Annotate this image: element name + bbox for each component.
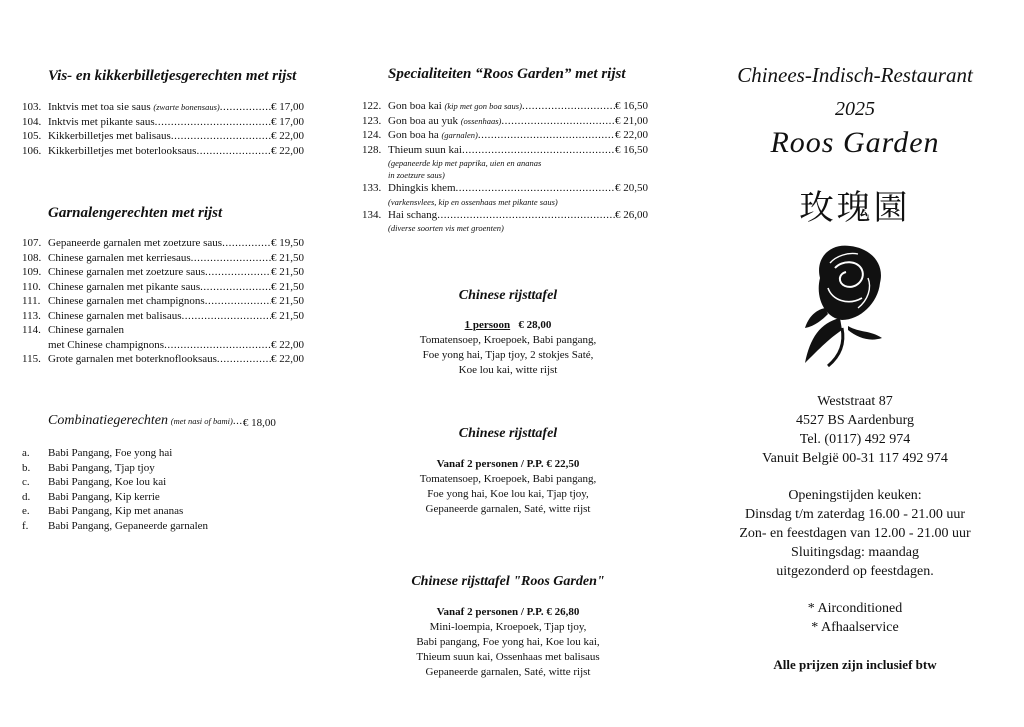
menu-item-name [48,323,124,338]
menu-item-name [48,309,182,324]
menu-item-name-text: Gon boa ha [388,129,439,141]
menu-item-name [388,128,478,143]
leader-dots [191,251,271,266]
rijsttafel-2 [362,426,654,517]
menu-item-number: 105. [22,130,42,142]
menu-item-name [48,294,205,309]
menu-item-row [362,99,648,114]
leader-dots [437,208,615,223]
leader-dots [462,143,615,158]
menu-item-description: (varkensvlees, kip en ossenhaas met pikante saus) [388,196,558,207]
phone: Tel. (0117) 492 974 [799,432,911,447]
rijsttafel-line: Thieum suun kai, Ossenhaas met balisaus [416,651,600,663]
rijsttafel-1-lines [362,333,654,378]
menu-item-name-text: Dhingkis khem [388,182,456,194]
menu-item-price: € 21,50 [271,280,304,293]
menu-item-name [388,208,437,223]
combinatie-item [22,475,304,490]
menu-item-row [22,115,304,130]
menu-item-description: (gepaneerde kip met paprika, uien en ananas [388,158,542,168]
menu-item-name-text: Gon boa au yuk [388,114,458,127]
rijsttafel-line: Gepaneerde garnalen, Saté, witte rijst [425,666,591,678]
menu-item-row [22,294,304,309]
rijsttafel-2-lines [362,472,654,517]
combinatie-item [22,461,304,476]
menu-item-row [362,143,648,158]
rijsttafel-1-price: € 28,00 [518,319,552,331]
section-title-specialiteiten: Specialiteiten “Roos Garden” met rijst [388,66,626,82]
menu-item-number: 111. [22,295,41,307]
menu-item-name-text: Kikkerbilletjes met balisaus [48,130,171,142]
rijsttafel-3 [362,574,654,680]
menu-item-name-text: Inktvis met pikante saus [48,115,155,128]
menu-item-row [22,144,304,159]
menu-item-row [362,128,648,143]
menu-item-name-text: Grote garnalen met boterknoflooksaus [48,353,217,365]
menu-item-number: 114. [22,324,41,336]
leader-dots [182,309,272,324]
hours-title: Openingstijden keuken: [788,488,922,503]
features [700,599,1010,637]
leader-dots [220,100,271,115]
combinatie-header [22,414,304,431]
feature-airco: * Airconditioned [807,601,903,616]
combinatie-text: Babi Pangang, Foe yong hai [48,447,173,459]
combinatie-price: € 18,00 [242,417,276,429]
menu-item-name [388,99,522,114]
menu-item-number: 104. [22,115,42,128]
menu-item-name [48,352,217,367]
menu-item-price: € 22,00 [271,130,304,142]
leader-dots [205,294,271,309]
rijsttafel-1-persons [362,318,654,333]
address-block [700,392,1010,468]
menu-item-row [22,338,304,353]
menu-item-price: € 16,50 [615,100,648,112]
section-title-vis: Vis- en kikkerbilletjesgerechten met rijst [48,68,297,84]
menu-item-number: 133. [362,182,382,194]
menu-item-row [22,100,304,115]
menu-item-note: (zwarte bonensaus) [153,102,220,112]
menu-item-price: € 22,00 [615,129,648,141]
menu-item-price: € 22,00 [271,144,304,157]
leader-dots [478,128,615,143]
address-city: 4527 BS Aardenburg [796,413,914,428]
menu-item-description: in zoetzure saus) [388,170,445,180]
menu-item-name [48,265,205,280]
menu-item-row [22,280,304,295]
menu-item-name [48,338,164,353]
menu-item-name [48,129,171,144]
menu-item-price: € 22,00 [271,353,304,365]
menu-item-number: 108. [22,251,42,264]
menu-item-name [48,236,222,251]
menu-item-name-text: Gon boa kai [388,100,442,112]
restaurant-name: Roos Garden [770,126,940,159]
menu-item-row [22,323,304,338]
rijsttafel-1-title: Chinese rijsttafel [458,288,558,303]
menu-item-row [22,251,304,266]
combinatie-letter: c. [22,476,30,488]
menu-item-number [22,338,48,353]
menu-item-number: 110. [22,280,41,293]
menu-item-price: € 21,50 [271,266,304,278]
leader-dots [205,265,271,280]
menu-item-number: 103. [22,101,42,113]
menu-item-number: 115. [22,353,41,365]
menu-item-price: € 21,50 [271,295,304,307]
menu-item-number: 128. [362,143,382,156]
restaurant-type: Chinees-Indisch-Restaurant [737,63,973,87]
phone-belgium: Vanuit België 00-31 117 492 974 [762,451,948,466]
menu-item-name [48,251,191,266]
hours-weekend: Zon- en feestdagen van 12.00 - 21.00 uur [739,526,971,541]
combinatie-text: Babi Pangang, Gepaneerde garnalen [48,519,209,532]
opening-hours [700,486,1010,581]
menu-item-number: 134. [362,208,382,221]
menu-item-name-text: Thieum suun kai [388,143,462,156]
menu-item-note: (kip met gon boa saus) [444,101,522,111]
vis-list [22,100,304,158]
leader-dots [501,114,615,129]
menu-item-row [362,208,648,223]
menu-item-price: € 21,50 [271,251,304,264]
feature-takeaway: * Afhaalservice [811,620,899,635]
menu-item-note: (garnalen) [441,130,478,140]
combinatie-item [22,446,304,461]
rijsttafel-1-persons-label: 1 persoon [464,319,511,331]
combinatie-text: Babi Pangang, Koe lou kai [48,476,167,488]
menu-item-name [48,280,200,295]
menu-item-row [362,181,648,196]
combinatie-text: Babi Pangang, Kip kerrie [48,490,160,503]
rijsttafel-line: Foe yong hai, Tjap tjoy, 2 stokjes Saté, [422,349,594,361]
garnalen-list [22,236,304,367]
menu-item-name-text: met Chinese champignons [48,338,165,351]
menu-item-price: € 17,00 [271,115,304,128]
menu-item-number: 124. [362,129,382,141]
menu-item-name-text: Chinese garnalen met pikante saus [48,280,201,293]
prices-note: Alle prijzen zijn inclusief btw [773,657,937,672]
leader-dots [200,280,271,295]
rijsttafel-line: Mini-loempia, Kroepoek, Tjap tjoy, [429,621,587,633]
rijsttafel-3-title: Chinese rijsttafel "Roos Garden" [411,574,605,589]
leader-dots [171,129,271,144]
combinatie-letter: f. [22,519,29,532]
menu-item-name-text: Kikkerbilletjes met boterlooksaus [48,144,197,157]
combinatie-text: Babi Pangang, Tjap tjoy [48,461,155,474]
combinatie-letter: e. [22,505,30,517]
menu-item-name-text: Chinese garnalen met champignons [48,295,205,307]
menu-item-row [22,309,304,324]
menu-item-name-text: Chinese garnalen met kerriesaus [48,251,191,264]
menu-item-price: € 22,00 [271,338,304,351]
menu-item-price: € 17,00 [271,101,304,113]
rijsttafel-3-persons: Vanaf 2 personen / P.P. € 26,80 [436,606,580,618]
specialiteiten-list [362,99,648,234]
menu-item-name [388,181,456,196]
menu-item-number: 122. [362,100,382,112]
rijsttafel-1 [362,288,654,378]
rijsttafel-2-persons: Vanaf 2 personen / P.P. € 22,50 [436,458,580,470]
closed-exception: uitgezonderd op feestdagen. [776,564,934,579]
menu-item-price: € 21,00 [615,114,648,127]
menu-item-name [388,143,462,158]
rijsttafel-2-title: Chinese rijsttafel [458,426,558,441]
leader-dots [522,99,615,114]
menu-item-row [22,129,304,144]
leader-dots [222,236,271,251]
address-street: Weststraat 87 [817,394,893,409]
rijsttafel-line: Koe lou kai, witte rijst [458,364,558,376]
menu-item-number: 107. [22,237,42,249]
combinatie-letter: b. [22,461,31,474]
combinatie-list [22,446,304,533]
combinatie-text: Babi Pangang, Kip met ananas [48,505,184,517]
menu-item-price: € 20,50 [615,182,648,194]
section-title-combinatie: Combinatiegerechten [48,413,169,428]
menu-item-name-text: Hai schang [388,208,438,221]
leader-dots [456,181,615,196]
menu-item-name [388,114,501,129]
menu-item-name-text: Inktvis met toa sie saus [48,101,151,113]
combinatie-note: (met nasi of bami) [170,416,233,426]
menu-item-row [22,352,304,367]
hours-weekdays: Dinsdag t/m zaterdag 16.00 - 21.00 uur [744,507,966,522]
menu-item-number: 113. [22,309,41,322]
menu-item-name [48,115,155,130]
combinatie-item [22,519,304,534]
menu-item-number: 109. [22,266,42,278]
menu-item-name-text: Chinese garnalen met zoetzure saus [48,266,205,278]
leader-dots [155,115,271,130]
leader-dots [196,144,271,159]
menu-item-price: € 16,50 [615,143,648,156]
combinatie-item [22,490,304,505]
section-title-garnalen: Garnalengerechten met rijst [48,205,223,221]
menu-item-note: (ossenhaas) [460,115,502,126]
combinatie-letter: d. [22,490,31,503]
menu-item-price: € 19,50 [271,237,304,249]
menu-item-row [22,236,304,251]
rijsttafel-line: Foe yong hai, Koe lou kai, Tjap tjoy, [427,488,589,500]
menu-item-number: 106. [22,144,42,157]
menu-item-description: (diverse soorten vis met groenten) [388,223,504,233]
menu-item-number: 123. [362,114,382,127]
menu-item-row [362,114,648,129]
menu-item-name-text: Gepaneerde garnalen met zoetzure saus [48,237,223,249]
rijsttafel-line: Tomatensoep, Kroepoek, Babi pangang, [419,473,597,485]
rijsttafel-line: Gepaneerde garnalen, Saté, witte rijst [425,503,591,515]
leader-dots [164,338,271,353]
combinatie-item [22,504,304,519]
menu-item-name [48,100,220,115]
combinatie-letter: a. [22,447,30,459]
rijsttafel-line: Babi pangang, Foe yong hai, Koe lou kai, [416,636,600,648]
menu-item-name [48,144,196,159]
closed-day: Sluitingsdag: maandag [791,545,919,560]
rose-icon [800,238,890,368]
menu-item-row [22,265,304,280]
menu-item-name-text: Chinese garnalen met balisaus [48,309,182,322]
menu-item-price: € 21,50 [271,309,304,322]
rijsttafel-3-lines [362,620,654,680]
restaurant-chinese-name: 玫瑰園 [799,188,911,228]
menu-item-name-text: Chinese garnalen [48,324,125,336]
rijsttafel-line: Tomatensoep, Kroepoek, Babi pangang, [419,334,597,346]
leader-dots [217,352,271,367]
menu-item-price: € 26,00 [615,208,648,221]
restaurant-year: 2025 [835,98,875,120]
